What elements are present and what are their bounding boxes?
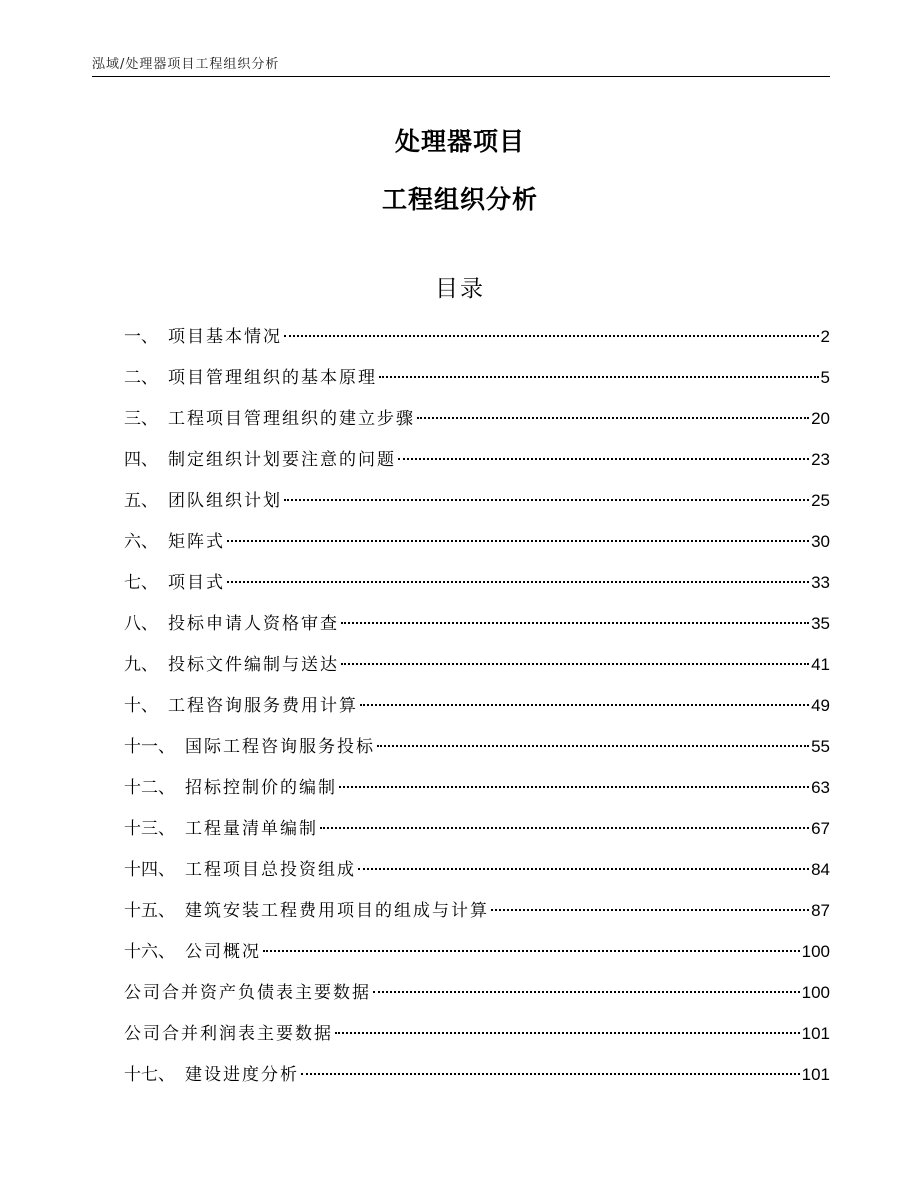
toc-entry[interactable] <box>124 771 830 812</box>
toc-dot-leader <box>301 1073 800 1075</box>
toc-entry-number: 三、 <box>124 409 158 429</box>
toc-entry-number: 十六、 <box>124 942 175 962</box>
toc-entry-text: 工程咨询服务费用计算 <box>168 696 358 716</box>
toc-entry-text: 公司概况 <box>185 942 261 962</box>
toc-entry-number: 十四、 <box>124 860 175 880</box>
toc-dot-leader <box>320 827 809 829</box>
toc-entry-text: 矩阵式 <box>168 532 225 552</box>
toc-entry-text: 项目式 <box>168 573 225 593</box>
toc-dot-leader <box>263 950 800 952</box>
toc-entry[interactable] <box>124 1058 830 1099</box>
toc-entry[interactable] <box>124 607 830 648</box>
toc-dot-leader <box>339 786 809 788</box>
toc-entry[interactable] <box>124 689 830 730</box>
toc-dot-leader <box>398 458 809 460</box>
toc-entry-page: 30 <box>811 532 830 551</box>
toc-dot-leader <box>227 540 809 542</box>
toc-dot-leader <box>341 622 809 624</box>
toc-dot-leader <box>358 868 809 870</box>
toc-entry[interactable] <box>124 361 830 402</box>
toc-entry-page: 49 <box>811 696 830 715</box>
toc-entry-number: 十二、 <box>124 778 175 798</box>
toc-entry-text: 项目基本情况 <box>168 327 282 347</box>
toc-entry-text: 项目管理组织的基本原理 <box>168 368 377 388</box>
toc-entry-text: 工程量清单编制 <box>185 819 318 839</box>
toc-entry[interactable] <box>124 402 830 443</box>
toc-entry[interactable] <box>124 730 830 771</box>
toc-entry-page: 101 <box>801 1065 830 1084</box>
toc-entry-text: 工程项目管理组织的建立步骤 <box>168 409 415 429</box>
toc-entry-number: 十、 <box>124 696 158 716</box>
toc-entry-page: 20 <box>811 409 830 428</box>
toc-dot-leader <box>335 1032 800 1034</box>
toc-entry-page: 84 <box>811 860 830 879</box>
toc-entry-number: 十三、 <box>124 819 175 839</box>
toc-entry-number: 五、 <box>124 491 158 511</box>
toc-entry-page: 101 <box>801 1024 830 1043</box>
toc-entry-page: 87 <box>811 901 830 920</box>
toc-entry[interactable] <box>124 935 830 976</box>
toc-entry[interactable] <box>124 484 830 525</box>
toc-entry-number: 八、 <box>124 614 158 634</box>
toc-entry-text: 建筑安装工程费用项目的组成与计算 <box>185 901 489 921</box>
toc-entry-page: 63 <box>811 778 830 797</box>
toc-entry[interactable] <box>124 853 830 894</box>
toc-dot-leader <box>373 991 800 993</box>
toc-entry-page: 55 <box>811 737 830 756</box>
header-divider <box>92 76 830 77</box>
document-title-line2: 工程组织分析 <box>381 185 538 214</box>
toc-entry-page: 67 <box>811 819 830 838</box>
toc-entry-text: 公司合并利润表主要数据 <box>124 1024 333 1044</box>
toc-entry-page: 100 <box>801 942 830 961</box>
toc-entry-text: 招标控制价的编制 <box>185 778 337 798</box>
toc-entry[interactable] <box>124 1017 830 1058</box>
toc-entry-number: 六、 <box>124 532 158 552</box>
toc-entry-page: 35 <box>811 614 830 633</box>
toc-entry-page: 41 <box>811 655 830 674</box>
table-of-contents <box>124 320 830 1099</box>
toc-entry-number: 二、 <box>124 368 158 388</box>
toc-dot-leader <box>379 376 819 378</box>
toc-dot-leader <box>417 417 809 419</box>
document-title-line1: 处理器项目 <box>394 127 525 156</box>
toc-entry-page: 33 <box>811 573 830 592</box>
toc-entry[interactable] <box>124 320 830 361</box>
toc-dot-leader <box>377 745 809 747</box>
toc-entry-page: 25 <box>811 491 830 510</box>
toc-entry-page: 2 <box>820 327 830 346</box>
toc-entry[interactable] <box>124 976 830 1017</box>
toc-dot-leader <box>284 499 809 501</box>
toc-heading: 目录 <box>435 276 485 302</box>
toc-entry[interactable] <box>124 812 830 853</box>
toc-entry[interactable] <box>124 525 830 566</box>
toc-entry-page: 100 <box>801 983 830 1002</box>
toc-entry-text: 制定组织计划要注意的问题 <box>168 450 396 470</box>
toc-dot-leader <box>360 704 809 706</box>
toc-entry-text: 投标文件编制与送达 <box>168 655 339 675</box>
toc-dot-leader <box>491 909 809 911</box>
toc-entry-text: 团队组织计划 <box>168 491 282 511</box>
toc-entry-number: 十七、 <box>124 1065 175 1085</box>
running-header: 泓域/处理器项目工程组织分析 <box>92 57 280 72</box>
toc-entry[interactable] <box>124 894 830 935</box>
toc-entry-page: 5 <box>820 368 830 387</box>
toc-entry[interactable] <box>124 648 830 689</box>
toc-dot-leader <box>227 581 809 583</box>
toc-entry-text: 公司合并资产负债表主要数据 <box>124 983 371 1003</box>
toc-entry-text: 建设进度分析 <box>185 1065 299 1085</box>
toc-entry-number: 四、 <box>124 450 158 470</box>
toc-entry[interactable] <box>124 566 830 607</box>
toc-entry-number: 十一、 <box>124 737 175 757</box>
toc-entry-number: 七、 <box>124 573 158 593</box>
toc-entry-number: 九、 <box>124 655 158 675</box>
toc-entry-number: 一、 <box>124 327 158 347</box>
toc-entry[interactable] <box>124 443 830 484</box>
toc-entry-number: 十五、 <box>124 901 175 921</box>
toc-dot-leader <box>341 663 809 665</box>
toc-entry-page: 23 <box>811 450 830 469</box>
toc-dot-leader <box>284 335 819 337</box>
toc-entry-text: 国际工程咨询服务投标 <box>185 737 375 757</box>
toc-entry-text: 投标申请人资格审查 <box>168 614 339 634</box>
toc-entry-text: 工程项目总投资组成 <box>185 860 356 880</box>
